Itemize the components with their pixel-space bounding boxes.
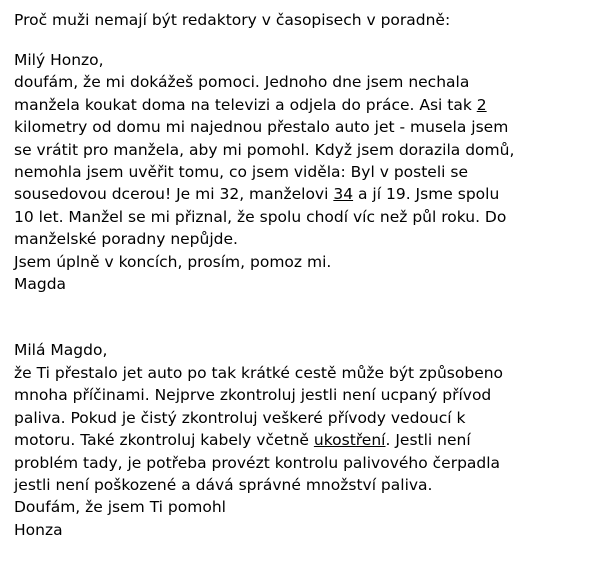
letter-signature: Honza: [14, 520, 63, 539]
underlined-text: 34: [333, 185, 354, 204]
letter-body-line: motoru. Také zkontroluj kabely včetně ukostření. Jestli není: [14, 431, 471, 450]
letter-body-line: mnoha příčinami. Nejprve zkontroluj jestli není ucpaný přívod: [14, 386, 492, 405]
letter-signature: Magda: [14, 275, 67, 294]
letter-body-line: že Ti přestalo jet auto po tak krátké cestě může být způsobeno: [14, 363, 504, 382]
page-title: Proč muži nemají být redaktory v časopisech v poradně:: [14, 11, 451, 29]
letter-body-line: jestli není poškozené a dává správné množství paliva.: [14, 475, 433, 494]
letter-body-line: manžela koukat doma na televizi a odjela do práce. Asi tak 2: [14, 95, 487, 114]
letter-body-line: manželské poradny nepůjde.: [14, 230, 238, 249]
letter-from-magda: [14, 49, 592, 295]
letter-body-line: Jsem úplně v koncích, prosím, pomoz mi.: [14, 252, 332, 271]
letter-body-line: doufám, že mi dokážeš pomoci. Jednoho dne jsem nechala: [14, 73, 470, 92]
letter-body-line: se vrátit pro manžela, aby mi pomohl. Když jsem dorazila domů,: [14, 140, 515, 159]
letter-body-line: Doufám, že jsem Ti pomohl: [14, 498, 226, 517]
letter-body-line: nemohla jsem uvěřit tomu, co jsem viděla: Byl v posteli se: [14, 163, 468, 182]
underlined-text: 2: [476, 95, 487, 114]
letter-separator: [14, 295, 592, 339]
underlined-text: ukostření: [313, 431, 386, 450]
letter-body-line: sousedovou dcerou! Je mi 32, manželovi 34 a jí 19. Jsme spolu: [14, 185, 500, 204]
letter-body-line: 10 let. Manžel se mi přiznal, že spolu chodí víc než půl roku. Do: [14, 207, 507, 226]
letter-body-line: kilometry od domu mi najednou přestalo auto jet - musela jsem: [14, 118, 509, 137]
letter-reply-honza: [14, 339, 592, 541]
letter-greeting: Milá Magdo,: [14, 341, 108, 360]
letter-body-line: problém tady, je potřeba provézt kontrolu palivového čerpadla: [14, 453, 501, 472]
letter-body-line: paliva. Pokud je čistý zkontroluj veškeré přívody vedoucí k: [14, 408, 466, 427]
letter-greeting: Milý Honzo,: [14, 51, 104, 69]
